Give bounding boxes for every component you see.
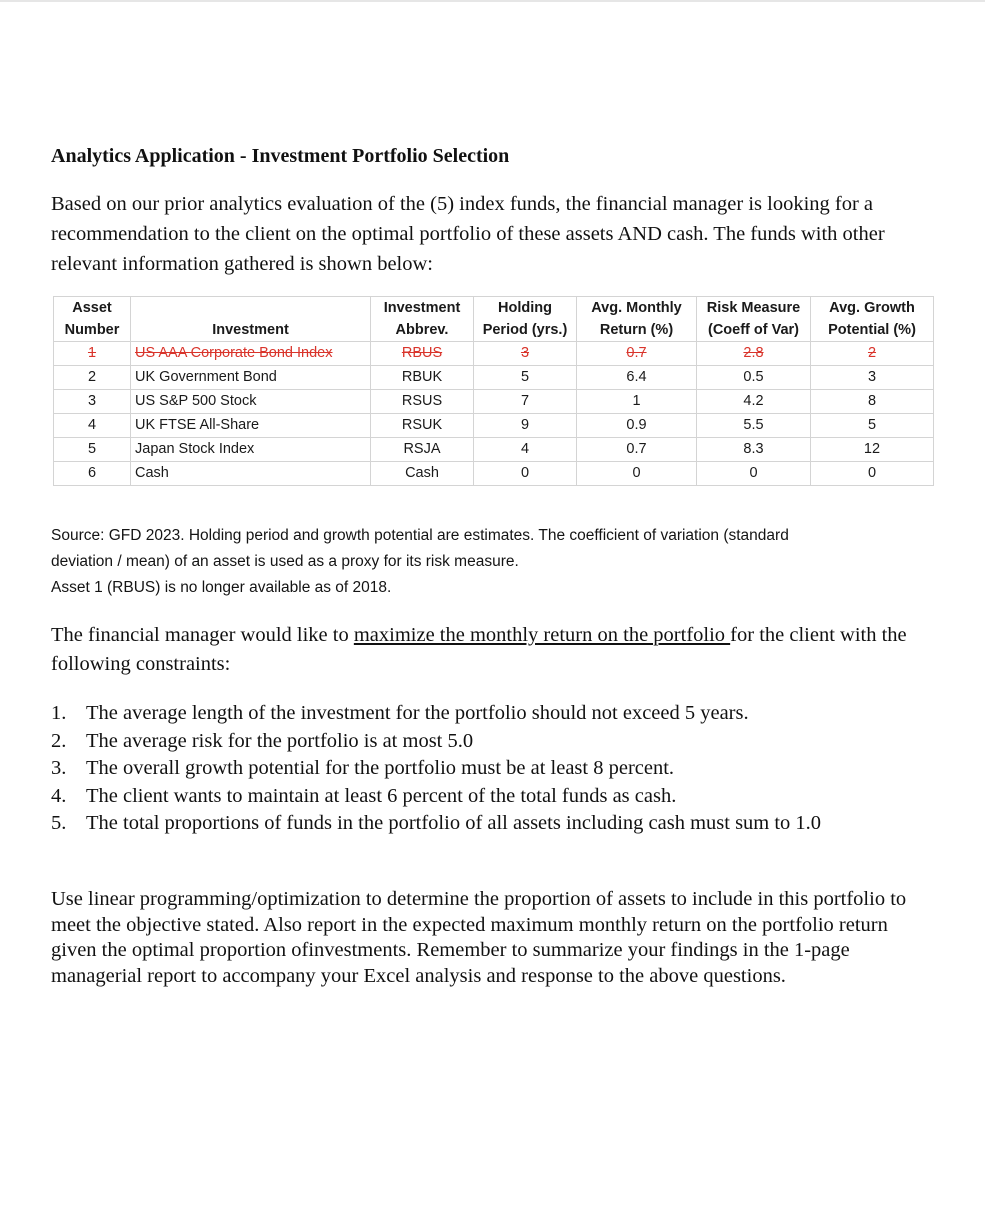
abbrev-cell: RSJA <box>371 438 474 462</box>
source-line: Source: GFD 2023. Holding period and growth potential are estimates. The coefficient of variation (standard <box>51 527 789 544</box>
table-row <box>54 462 934 486</box>
holding-period-cell: 5 <box>474 366 577 390</box>
header-return-line2: Return (%) <box>577 319 697 342</box>
investment-name-cell: Japan Stock Index <box>131 438 371 462</box>
list-item <box>51 755 821 783</box>
investment-name-cell: Cash <box>131 462 371 486</box>
holding-period-cell: 7 <box>474 390 577 414</box>
header-risk-line1: Risk Measure <box>697 297 811 320</box>
header-holding-line1: Holding <box>474 297 577 320</box>
intro-paragraph: Based on our prior analytics evaluation of the (5) index funds, the financial manager is looking for a recommendation to the client on the optimal portfolio of these assets AND cash. The funds with other relevant information gathered is shown below: <box>51 193 885 275</box>
holding-period-cell: 4 <box>474 438 577 462</box>
risk-measure-cell: 0 <box>697 462 811 486</box>
constraint-text: The client wants to maintain at least 6 percent of the total funds as cash. <box>86 784 677 807</box>
header-growth-line1: Avg. Growth <box>811 297 934 320</box>
monthly-return-cell: 0.9 <box>577 414 697 438</box>
constraint-number: 5. <box>51 812 67 834</box>
constraint-number: 3. <box>51 757 67 779</box>
header-asset-number-line2: Number <box>54 319 131 342</box>
list-item <box>51 728 821 756</box>
header-risk-line2: (Coeff of Var) <box>697 319 811 342</box>
asset-number-cell: 3 <box>54 390 131 414</box>
asset-number-cell: 1 <box>54 342 131 366</box>
table-header-row-2 <box>54 319 934 342</box>
source-note <box>51 523 931 601</box>
investment-name-cell: UK FTSE All-Share <box>131 414 371 438</box>
header-holding-line2: Period (yrs.) <box>474 319 577 342</box>
constraint-number: 4. <box>51 784 67 807</box>
header-abbrev-line2: Abbrev. <box>371 319 474 342</box>
source-line: deviation / mean) of an asset is used as a proxy for its risk measure. <box>51 553 519 570</box>
investment-name-cell: US S&P 500 Stock <box>131 390 371 414</box>
objective-underlined: maximize the monthly return on the portfolio <box>353 624 731 646</box>
asset-number-cell: 6 <box>54 462 131 486</box>
monthly-return-cell: 0 <box>577 462 697 486</box>
closing-paragraph: Use linear programming/optimization to determine the proportion of assets to include in this portfolio to meet the objective stated. Also report in the expected maximum monthly return on the portfolio return given the optimal proportion ofinvestments. Remember to summarize your findings in the 1-page managerial report to accompany your Excel analysis and response to the above questions. <box>51 888 907 987</box>
asset-number-cell: 2 <box>54 366 131 390</box>
monthly-return-cell: 0.7 <box>577 342 697 366</box>
header-asset-number-line1: Asset <box>54 297 131 320</box>
header-investment-spacer <box>131 297 371 320</box>
growth-potential-cell: 5 <box>811 414 934 438</box>
monthly-return-cell: 0.7 <box>577 438 697 462</box>
constraint-number: 2. <box>51 729 67 752</box>
growth-potential-cell: 8 <box>811 390 934 414</box>
holding-period-cell: 3 <box>474 342 577 366</box>
header-abbrev-line1: Investment <box>371 297 474 320</box>
holding-period-cell: 0 <box>474 462 577 486</box>
constraint-text: The total proportions of funds in the portfolio of all assets including cash must sum to 1.0 <box>86 812 822 834</box>
list-item <box>51 810 821 838</box>
constraint-text: The overall growth potential for the portfolio must be at least 8 percent. <box>86 757 675 779</box>
page-top-border <box>0 0 985 2</box>
growth-potential-cell: 3 <box>811 366 934 390</box>
table-header-row-1 <box>54 297 934 320</box>
abbrev-cell: RSUS <box>371 390 474 414</box>
list-item <box>51 783 821 811</box>
abbrev-cell: RBUS <box>371 342 474 366</box>
growth-potential-cell: 12 <box>811 438 934 462</box>
risk-measure-cell: 5.5 <box>697 414 811 438</box>
source-line: Asset 1 (RBUS) is no longer available as of 2018. <box>51 579 392 596</box>
table-row <box>54 414 934 438</box>
asset-number-cell: 4 <box>54 414 131 438</box>
list-item <box>51 700 821 728</box>
constraint-text: The average risk for the portfolio is at most 5.0 <box>86 729 474 752</box>
header-growth-line2: Potential (%) <box>811 319 934 342</box>
risk-measure-cell: 2.8 <box>697 342 811 366</box>
risk-measure-cell: 8.3 <box>697 438 811 462</box>
constraints-list <box>51 700 821 838</box>
document-title: Analytics Application - Investment Portfolio Selection <box>51 145 510 167</box>
constraint-text: The average length of the investment for the portfolio should not exceed 5 years. <box>86 702 749 724</box>
asset-number-cell: 5 <box>54 438 131 462</box>
header-return-line1: Avg. Monthly <box>577 297 697 320</box>
abbrev-cell: Cash <box>371 462 474 486</box>
risk-measure-cell: 0.5 <box>697 366 811 390</box>
monthly-return-cell: 6.4 <box>577 366 697 390</box>
objective-suffix: for the client with the following constraints: <box>51 624 907 675</box>
objective-paragraph <box>51 621 931 679</box>
table-row <box>54 438 934 462</box>
funds-table <box>53 296 934 486</box>
monthly-return-cell: 1 <box>577 390 697 414</box>
table-row <box>54 390 934 414</box>
abbrev-cell: RSUK <box>371 414 474 438</box>
header-investment: Investment <box>131 319 371 342</box>
table-row <box>54 342 934 366</box>
growth-potential-cell: 0 <box>811 462 934 486</box>
holding-period-cell: 9 <box>474 414 577 438</box>
growth-potential-cell: 2 <box>811 342 934 366</box>
risk-measure-cell: 4.2 <box>697 390 811 414</box>
objective-prefix: The financial manager would like to <box>51 624 354 646</box>
abbrev-cell: RBUK <box>371 366 474 390</box>
constraint-number: 1. <box>51 702 67 724</box>
investment-name-cell: UK Government Bond <box>131 366 371 390</box>
investment-name-cell: US AAA Corporate Bond Index <box>131 342 371 366</box>
table-row <box>54 366 934 390</box>
